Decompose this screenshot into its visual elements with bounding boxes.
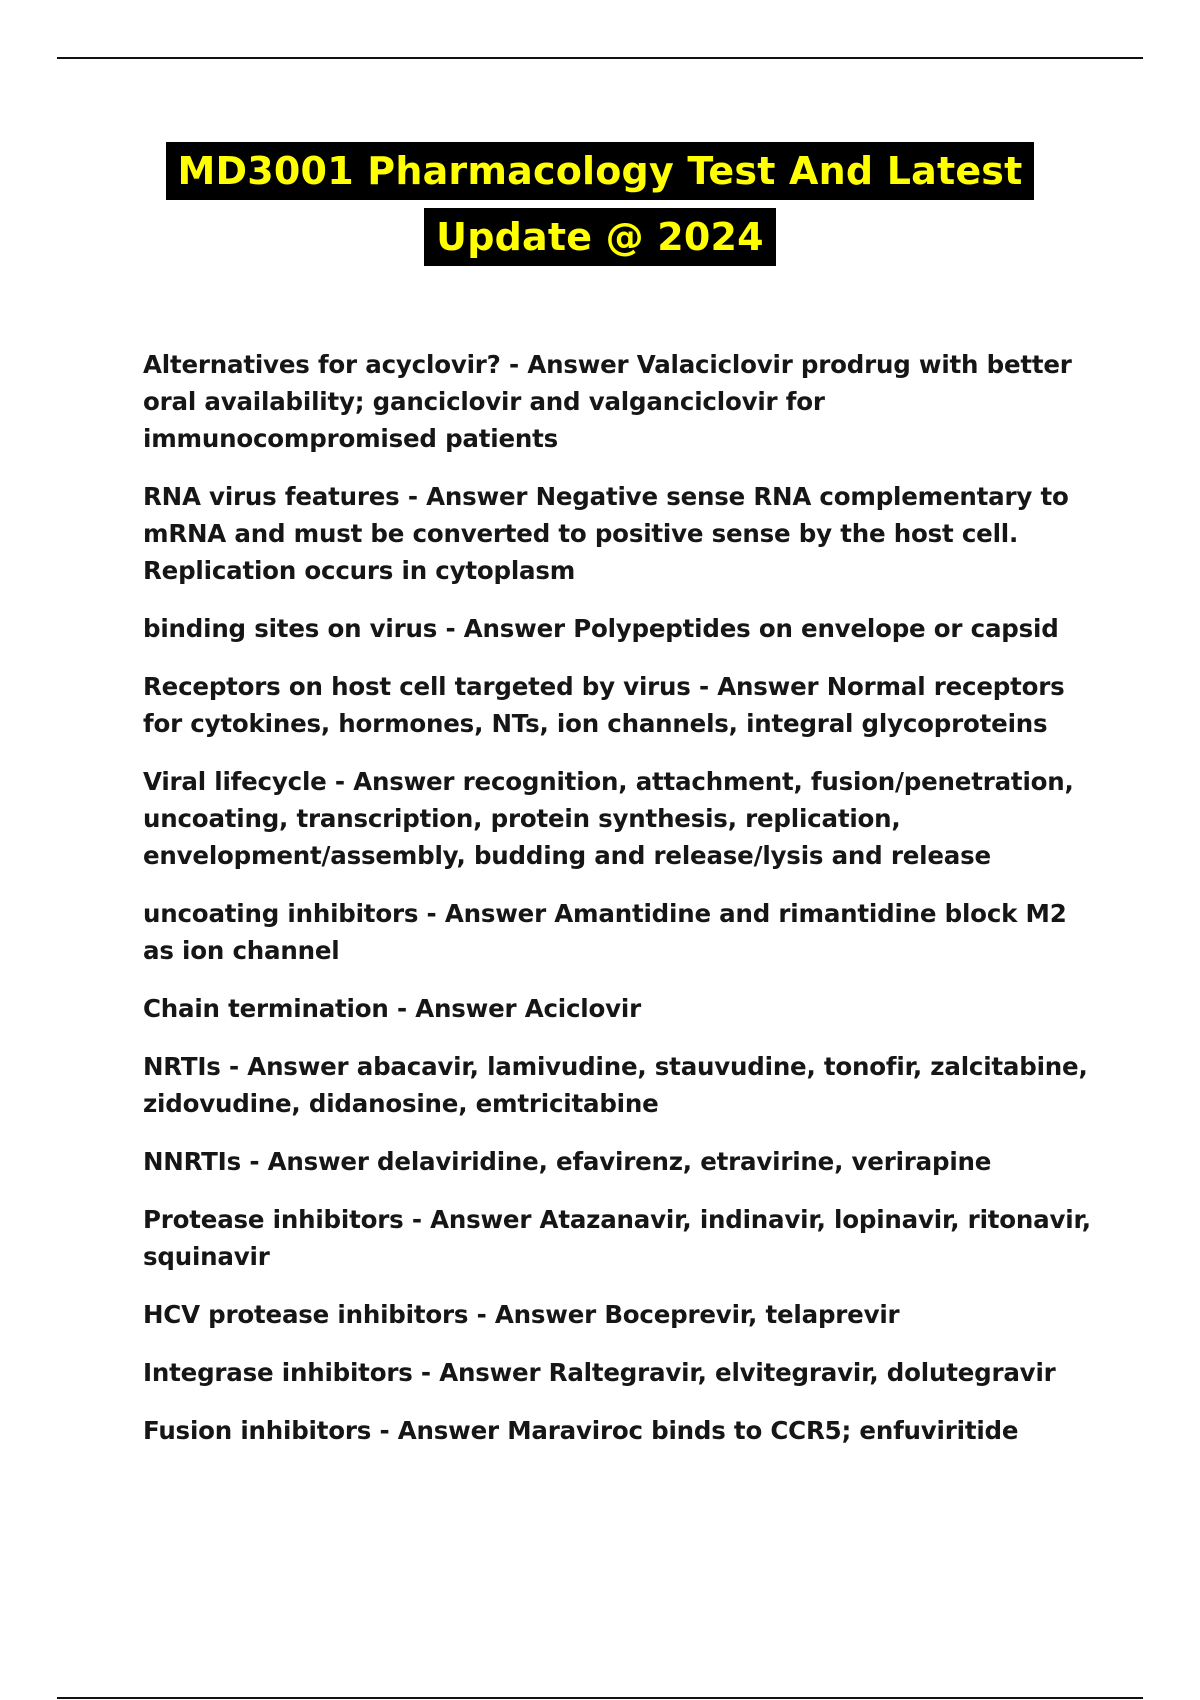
qa-item: Alternatives for acyclovir? - Answer Valaciclovir prodrug with better oral availability; ganciclovir and valganciclovir for immunocompromised patients	[143, 350, 1072, 453]
qa-item: Protease inhibitors - Answer Atazanavir, indinavir, lopinavir, ritonavir, squinavir	[143, 1205, 1091, 1271]
bottom-divider	[57, 1697, 1143, 1699]
qa-item: Chain termination - Answer Aciclovir	[143, 994, 641, 1023]
qa-item: Viral lifecycle - Answer recognition, attachment, fusion/penetration, uncoating, transcription, protein synthesis, replication, envelopment/assembly, budding and release/lysis and release	[143, 767, 1074, 870]
qa-item: binding sites on virus - Answer Polypeptides on envelope or capsid	[143, 614, 1059, 643]
qa-list	[143, 346, 1103, 1470]
qa-item: uncoating inhibitors - Answer Amantidine and rimantidine block M2 as ion channel	[143, 899, 1067, 965]
title-line-2: Update @ 2024	[424, 208, 776, 266]
qa-item: Integrase inhibitors - Answer Raltegravir, elvitegravir, dolutegravir	[143, 1358, 1056, 1387]
document-title	[0, 142, 1200, 266]
qa-item: HCV protease inhibitors - Answer Boceprevir, telaprevir	[143, 1300, 900, 1329]
qa-item: NNRTIs - Answer delaviridine, efavirenz, etravirine, verirapine	[143, 1147, 992, 1176]
qa-item: Receptors on host cell targeted by virus - Answer Normal receptors for cytokines, hormones, NTs, ion channels, integral glycoproteins	[143, 672, 1065, 738]
title-line-1: MD3001 Pharmacology Test And Latest	[166, 142, 1035, 200]
top-divider	[57, 57, 1143, 59]
qa-item: Fusion inhibitors - Answer Maraviroc binds to CCR5; enfuviritide	[143, 1416, 1019, 1445]
qa-item: RNA virus features - Answer Negative sense RNA complementary to mRNA and must be converted to positive sense by the host cell. Replication occurs in cytoplasm	[143, 482, 1069, 585]
qa-item: NRTIs - Answer abacavir, lamivudine, stauvudine, tonofir, zalcitabine, zidovudine, didanosine, emtricitabine	[143, 1052, 1088, 1118]
